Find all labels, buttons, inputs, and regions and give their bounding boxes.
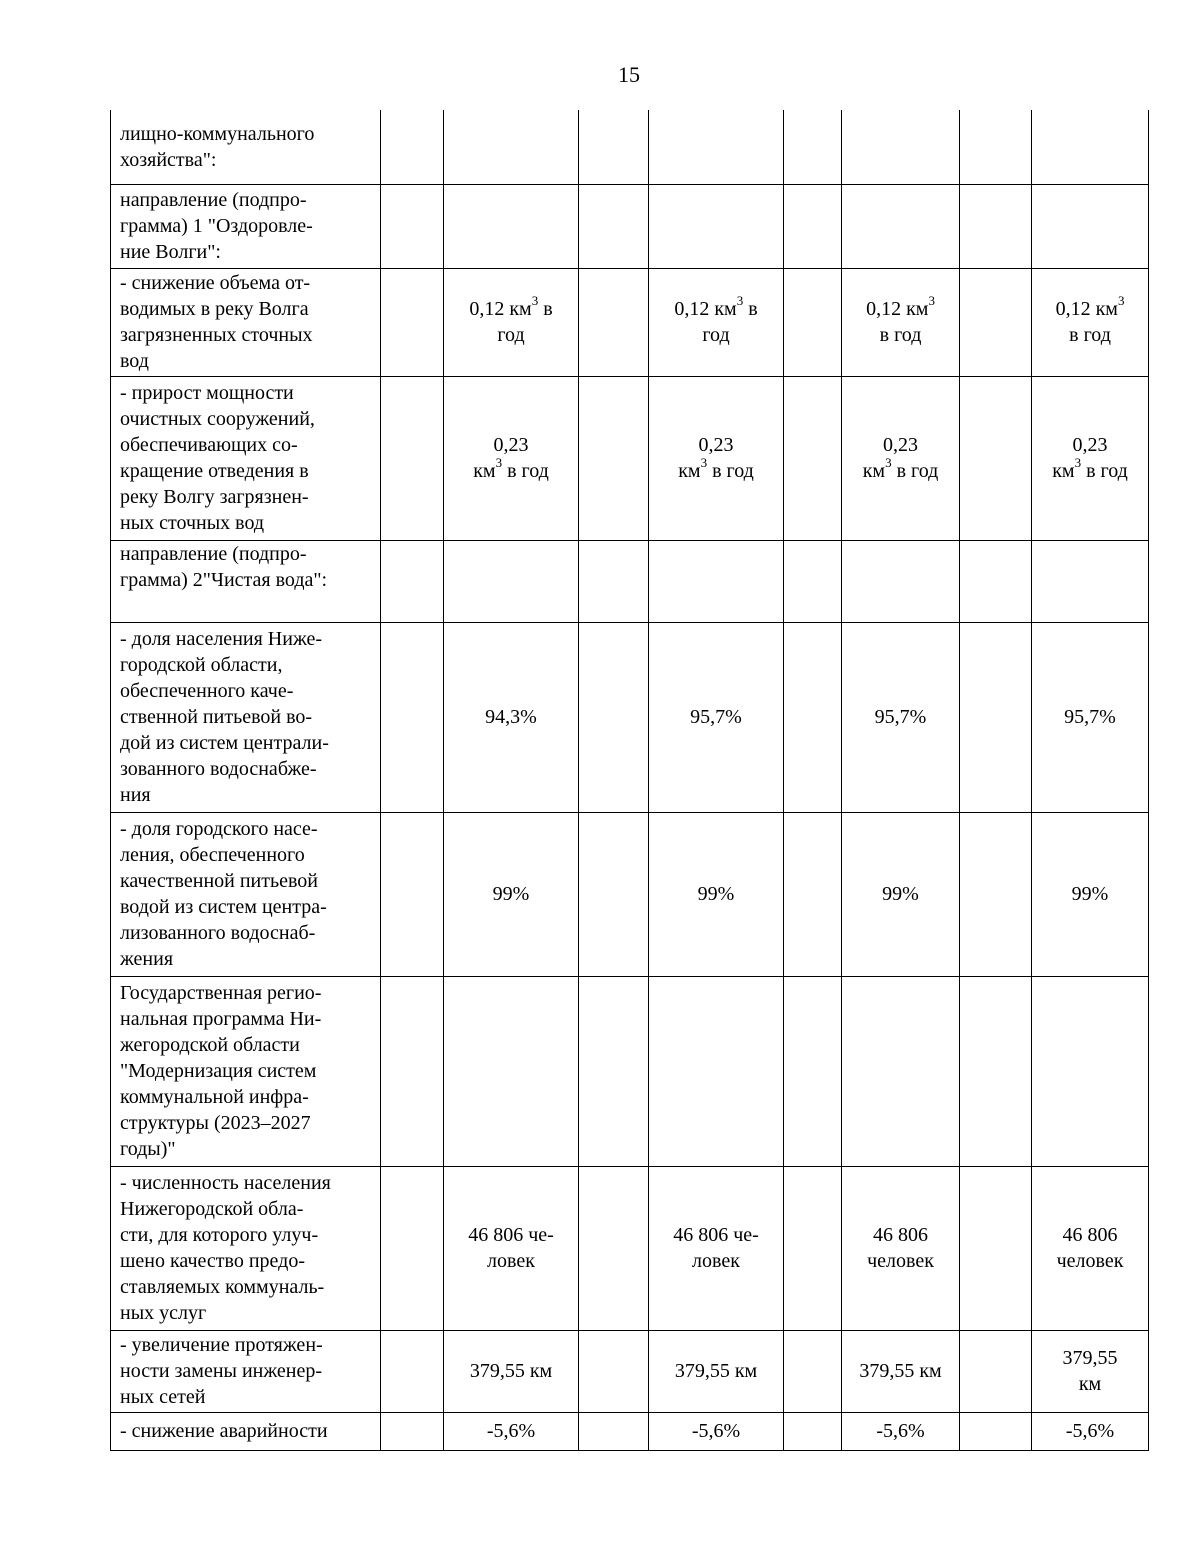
indicator-value: 99%	[1032, 812, 1149, 976]
empty-cell	[381, 268, 444, 376]
indicator-value: 0,23 $км^3$ в год	[1032, 376, 1149, 540]
table-row	[111, 812, 1149, 976]
indicator-value: 95,7%	[842, 622, 960, 812]
table-row	[111, 110, 1149, 184]
indicator-label: - прирост мощности очистных сооружений, обеспечивающих со- кращение отведения в реку Волгу загрязнен- ных сточных вод	[111, 376, 381, 540]
indicator-label: - численность населения Нижегородской обла- сти, для которого улуч- шено качество предо- ставляемых коммуналь- ных услуг	[111, 1166, 381, 1330]
empty-cell	[381, 540, 444, 622]
empty-cell	[381, 1412, 444, 1450]
empty-cell	[579, 110, 649, 184]
indicator-value: 379,55 км	[649, 1330, 784, 1412]
empty-cell	[381, 184, 444, 268]
indicator-label: - снижение аварийности	[111, 1412, 381, 1450]
empty-cell	[784, 268, 842, 376]
indicator-value: 0,12 $км^3$ в год	[1032, 268, 1149, 376]
indicator-value	[649, 540, 784, 622]
empty-cell	[960, 1166, 1032, 1330]
indicator-value	[444, 540, 579, 622]
empty-cell	[579, 376, 649, 540]
empty-cell	[579, 1166, 649, 1330]
empty-cell	[784, 976, 842, 1166]
indicator-value: 46 806 человек	[1032, 1166, 1149, 1330]
indicator-value	[1032, 110, 1149, 184]
indicator-value: 0,12 $км^3$ в год	[444, 268, 579, 376]
indicator-value	[842, 976, 960, 1166]
table-row	[111, 1330, 1149, 1412]
indicator-value	[1032, 976, 1149, 1166]
empty-cell	[960, 1412, 1032, 1450]
empty-cell	[579, 268, 649, 376]
indicator-value: 95,7%	[1032, 622, 1149, 812]
indicator-value	[649, 184, 784, 268]
empty-cell	[960, 812, 1032, 976]
indicator-value	[1032, 184, 1149, 268]
indicators-table	[110, 110, 1149, 1451]
indicator-value: -5,6%	[649, 1412, 784, 1450]
indicator-label: - увеличение протяжен- ности замены инженер- ных сетей	[111, 1330, 381, 1412]
table-row	[111, 184, 1149, 268]
empty-cell	[784, 376, 842, 540]
indicator-value: 46 806 че- ловек	[649, 1166, 784, 1330]
indicator-value	[444, 110, 579, 184]
empty-cell	[579, 812, 649, 976]
indicator-value: 99%	[649, 812, 784, 976]
empty-cell	[381, 376, 444, 540]
empty-cell	[784, 622, 842, 812]
empty-cell	[579, 540, 649, 622]
indicator-label: Государственная регио- нальная программа Ни- жегородской области "Модернизация систем коммунальной инфра- структуры (2023–2027 годы)"	[111, 976, 381, 1166]
empty-cell	[960, 622, 1032, 812]
empty-cell	[960, 976, 1032, 1166]
indicator-value	[1032, 540, 1149, 622]
indicator-value	[842, 540, 960, 622]
empty-cell	[960, 110, 1032, 184]
indicator-value: 379,55 км	[444, 1330, 579, 1412]
indicator-label: - доля населения Ниже- городской области, обеспеченного каче- ственной питьевой во- дой из систем централи- зованного водоснабже- ния	[111, 622, 381, 812]
indicator-value: -5,6%	[842, 1412, 960, 1450]
indicator-value: 0,23 $км^3$ в год	[649, 376, 784, 540]
indicator-label: направление (подпро- грамма) 2"Чистая вода":	[111, 540, 381, 622]
indicator-label: лищно-коммунального хозяйства":	[111, 110, 381, 184]
indicator-value: 95,7%	[649, 622, 784, 812]
empty-cell	[960, 1330, 1032, 1412]
empty-cell	[381, 1166, 444, 1330]
indicator-label: - снижение объема от- водимых в реку Волга загрязненных сточных вод	[111, 268, 381, 376]
table-row	[111, 1166, 1149, 1330]
indicator-value: 0,12 $км^3$ в год	[842, 268, 960, 376]
indicator-value: 99%	[444, 812, 579, 976]
indicator-value: 0,23 $км^3$ в год	[842, 376, 960, 540]
empty-cell	[579, 1412, 649, 1450]
indicator-value	[649, 976, 784, 1166]
indicator-value	[842, 184, 960, 268]
empty-cell	[784, 540, 842, 622]
indicator-value: -5,6%	[1032, 1412, 1149, 1450]
table-row	[111, 540, 1149, 622]
indicator-value: 46 806 человек	[842, 1166, 960, 1330]
table-row	[111, 376, 1149, 540]
indicator-value: 0,23 $км^3$ в год	[444, 376, 579, 540]
indicator-value	[444, 184, 579, 268]
table-row	[111, 268, 1149, 376]
empty-cell	[381, 812, 444, 976]
empty-cell	[579, 976, 649, 1166]
indicator-label: - доля городского насе- ления, обеспеченного качественной питьевой водой из систем центра- лизованного водоснаб- жения	[111, 812, 381, 976]
empty-cell	[381, 622, 444, 812]
empty-cell	[784, 1330, 842, 1412]
table-row	[111, 976, 1149, 1166]
indicator-value: 99%	[842, 812, 960, 976]
indicator-value: 46 806 че- ловек	[444, 1166, 579, 1330]
empty-cell	[784, 812, 842, 976]
empty-cell	[960, 184, 1032, 268]
empty-cell	[381, 110, 444, 184]
empty-cell	[784, 184, 842, 268]
indicator-value: 0,12 $км^3$ в год	[649, 268, 784, 376]
indicator-value: 94,3%	[444, 622, 579, 812]
table-row	[111, 622, 1149, 812]
table-row	[111, 1412, 1149, 1450]
empty-cell	[579, 184, 649, 268]
indicator-value	[444, 976, 579, 1166]
empty-cell	[784, 1412, 842, 1450]
empty-cell	[381, 1330, 444, 1412]
indicator-value: 379,55 км	[1032, 1330, 1149, 1412]
indicator-label: направление (подпро- грамма) 1 "Оздоровле- ние Волги":	[111, 184, 381, 268]
empty-cell	[784, 110, 842, 184]
empty-cell	[960, 376, 1032, 540]
empty-cell	[579, 1330, 649, 1412]
indicator-value: -5,6%	[444, 1412, 579, 1450]
indicator-value	[649, 110, 784, 184]
indicator-value	[842, 110, 960, 184]
empty-cell	[960, 540, 1032, 622]
indicator-value: 379,55 км	[842, 1330, 960, 1412]
page-number: 15	[618, 62, 640, 87]
empty-cell	[381, 976, 444, 1166]
empty-cell	[784, 1166, 842, 1330]
empty-cell	[960, 268, 1032, 376]
empty-cell	[579, 622, 649, 812]
